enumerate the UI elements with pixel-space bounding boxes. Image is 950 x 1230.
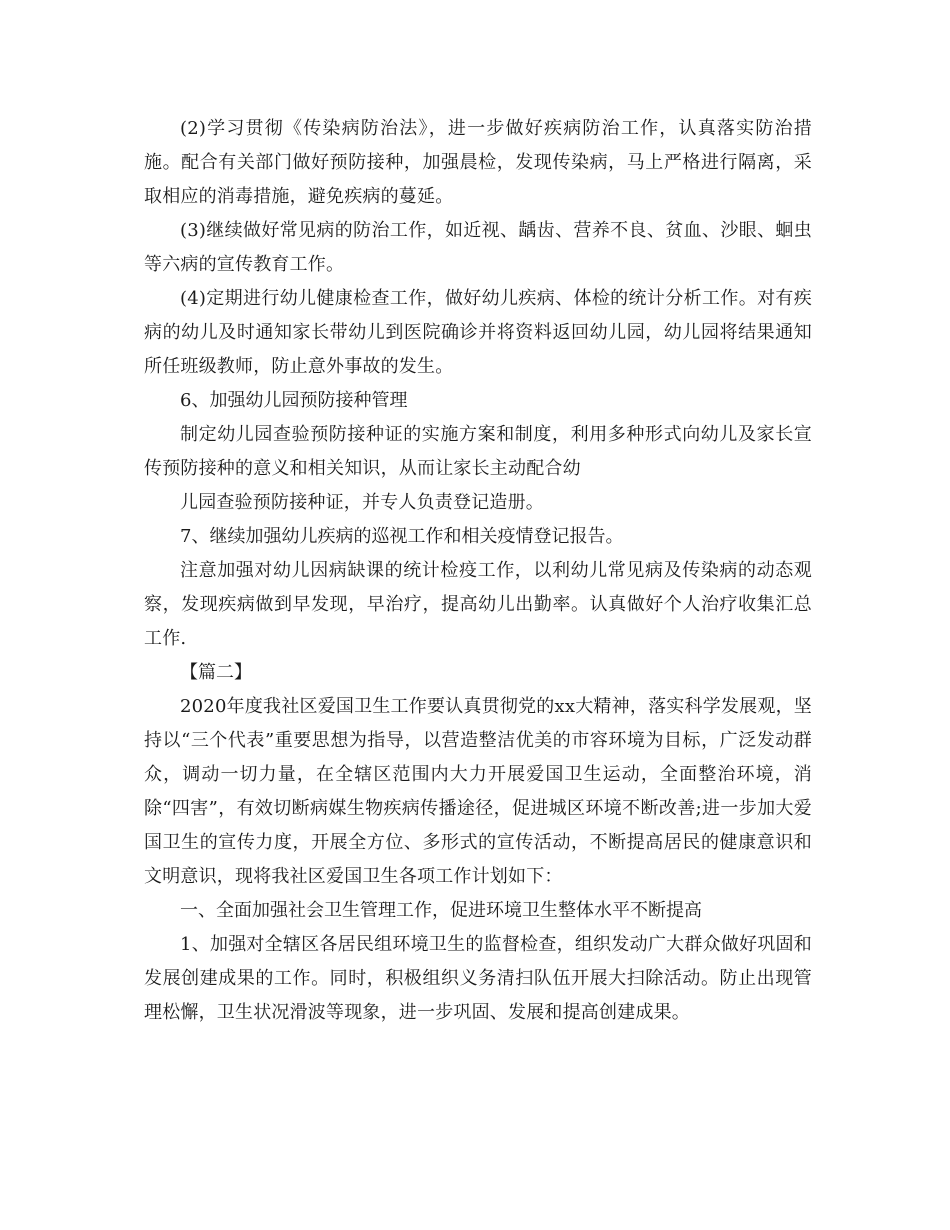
paragraph-vaccination-plan: 制定幼儿园查验预防接种证的实施方案和制度，利用多种形式向幼儿及家长宣传预防接种的意义和相关知识，从而让家长主动配合幼 xyxy=(144,424,812,479)
paragraph-prevention-law: (2)学习贯彻《传染病防治法》，进一步做好疾病防治工作，认真落实防治措施。配合有关部门做好预防接种，加强晨检，发现传染病，马上严格进行隔离，采取相应的消毒措施，避免疾病的蔓延。 xyxy=(144,118,812,207)
paragraph-sanitation-supervision: 1、加强对全辖区各居民组环境卫生的监督检查，组织发动广大群众做好巩固和发展创建成果的工作。同时，积极组织义务清扫队伍开展大扫除活动。防止出现管理松懈，卫生状况滑波等现象，进一步巩固、发展和提高创建成果。 xyxy=(144,934,812,1023)
paragraph-common-diseases: (3)继续做好常见病的防治工作，如近视、龋齿、营养不良、贫血、沙眼、蛔虫等六病的宣传教育工作。 xyxy=(144,220,812,275)
paragraph-community-plan: 2020年度我社区爱国卫生工作要认真贯彻党的xx大精神，落实科学发展观，坚持以“三个代表”重要思想为指导，以营造整洁优美的市容环境为目标，广泛发动群众，调动一切力量，在全辖区范围内大力开展爱国卫生运动，全面整治环境，消除“四害”，有效切断病媒生物疾病传播途径，促进城区环境不断改善;进一步加大爱国卫生的宣传力度，开展全方位、多形式的宣传活动，不断提高居民的健康意识和文明意识，现将我社区爱国卫生各项工作计划如下： xyxy=(144,696,812,887)
paragraph-health-check: (4)定期进行幼儿健康检查工作，做好幼儿疾病、体检的统计分析工作。对有疾病的幼儿及时通知家长带幼儿到医院确诊并将资料返回幼儿园，幼儿园将结果通知所任班级教师，防止意外事故的发生。 xyxy=(144,288,812,377)
part-two-heading: 【篇二】 xyxy=(180,662,252,683)
paragraph-vaccination-registry: 儿园查验预防接种证，并专人负责登记造册。 xyxy=(180,492,544,513)
section-heading-vaccination: 6、加强幼儿园预防接种管理 xyxy=(180,390,408,411)
document-body xyxy=(144,112,812,1030)
section-heading-sanitation: 一、全面加强社会卫生管理工作，促进环境卫生整体水平不断提高 xyxy=(180,900,702,921)
section-heading-inspection: 7、继续加强幼儿疾病的巡视工作和相关疫情登记报告。 xyxy=(180,526,624,547)
paragraph-absence-statistics: 注意加强对幼儿因病缺课的统计检疫工作，以利幼儿常见病及传染病的动态观察，发现疾病做到早发现，早治疗，提高幼儿出勤率。认真做好个人治疗收集汇总工作. xyxy=(144,560,812,649)
